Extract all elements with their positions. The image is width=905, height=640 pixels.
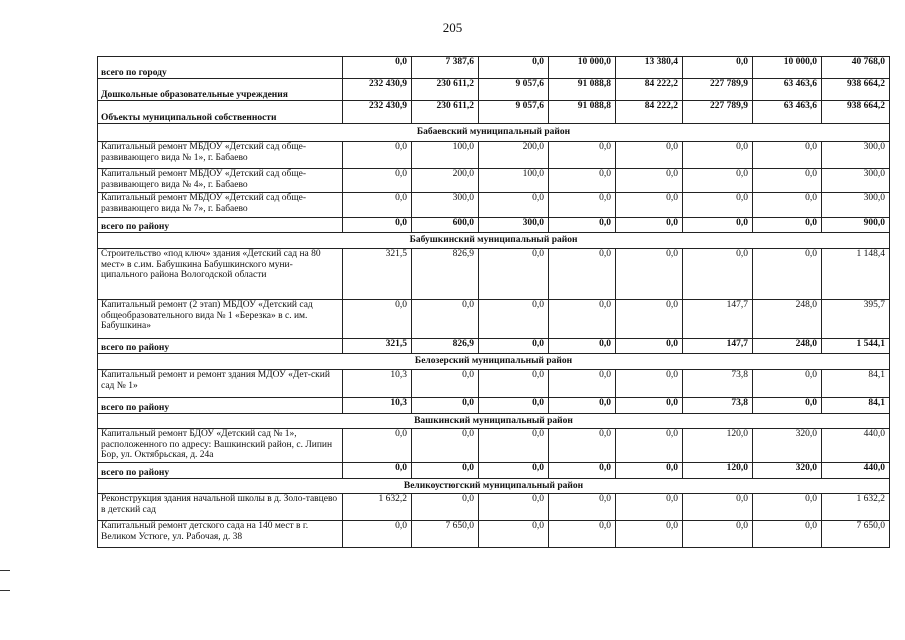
value-cell: 9 057,6: [479, 79, 549, 101]
row-label: Дошкольные образовательные учреждения: [98, 79, 343, 101]
row-label: Капитальный ремонт МБДОУ «Детский сад обще-развивающего вида № 4», г. Бабаево: [98, 169, 343, 193]
section-title: Вашкинский муниципальный район: [98, 414, 890, 429]
value-cell: 0,0: [616, 142, 683, 169]
value-cell: 0,0: [479, 398, 549, 414]
section-title: Великоустюгский муниципальный район: [98, 479, 890, 494]
value-cell: 100,0: [479, 169, 549, 193]
value-cell: 0,0: [412, 370, 479, 398]
value-cell: 0,0: [479, 300, 549, 339]
value-cell: 0,0: [683, 218, 753, 233]
value-cell: 300,0: [822, 193, 890, 218]
value-cell: 0,0: [343, 429, 412, 463]
page-number: 205: [442, 20, 463, 35]
value-cell: 0,0: [549, 339, 616, 354]
value-cell: 0,0: [683, 521, 753, 548]
value-cell: 0,0: [616, 218, 683, 233]
value-cell: 10,3: [343, 370, 412, 398]
row-label: всего по городу: [98, 57, 343, 79]
value-cell: 0,0: [549, 521, 616, 548]
value-cell: 0,0: [412, 463, 479, 479]
value-cell: 0,0: [549, 193, 616, 218]
value-cell: 440,0: [822, 463, 890, 479]
section-header-row: [98, 124, 890, 142]
value-cell: 0,0: [753, 142, 822, 169]
value-cell: 0,0: [753, 249, 822, 300]
value-cell: 0,0: [616, 193, 683, 218]
value-cell: 0,0: [479, 57, 549, 79]
value-cell: 0,0: [549, 300, 616, 339]
table-row: [98, 142, 890, 169]
section-header-row: [98, 479, 890, 494]
table-row: [98, 370, 890, 398]
total-row: [98, 79, 890, 101]
section-header-row: [98, 414, 890, 429]
value-cell: 0,0: [479, 370, 549, 398]
value-cell: 0,0: [753, 218, 822, 233]
total-row: [98, 101, 890, 124]
value-cell: 0,0: [753, 370, 822, 398]
value-cell: 0,0: [616, 429, 683, 463]
total-row: [98, 57, 890, 79]
value-cell: 938 664,2: [822, 79, 890, 101]
value-cell: 395,7: [822, 300, 890, 339]
value-cell: 248,0: [753, 339, 822, 354]
table-row: [98, 429, 890, 463]
value-cell: 320,0: [753, 463, 822, 479]
total-row: [98, 339, 890, 354]
total-row: [98, 463, 890, 479]
value-cell: 10 000,0: [753, 57, 822, 79]
value-cell: 320,0: [753, 429, 822, 463]
value-cell: 0,0: [616, 300, 683, 339]
value-cell: 73,8: [683, 398, 753, 414]
value-cell: 13 380,4: [616, 57, 683, 79]
value-cell: 0,0: [479, 193, 549, 218]
row-label: всего по району: [98, 463, 343, 479]
value-cell: 300,0: [822, 169, 890, 193]
value-cell: 0,0: [549, 494, 616, 521]
value-cell: 120,0: [683, 463, 753, 479]
table-row: [98, 300, 890, 339]
value-cell: 91 088,8: [549, 79, 616, 101]
value-cell: 9 057,6: [479, 101, 549, 124]
section-title: Бабаевский муниципальный район: [98, 124, 890, 142]
value-cell: 147,7: [683, 339, 753, 354]
value-cell: 0,0: [343, 463, 412, 479]
row-label: Капитальный ремонт и ремонт здания МДОУ «Дет-ский сад № 1»: [98, 370, 343, 398]
value-cell: 938 664,2: [822, 101, 890, 124]
value-cell: 7 650,0: [822, 521, 890, 548]
row-label: Капитальный ремонт МБДОУ «Детский сад обще-развивающего вида № 7», г. Бабаево: [98, 193, 343, 218]
value-cell: 300,0: [412, 193, 479, 218]
value-cell: 200,0: [412, 169, 479, 193]
value-cell: 0,0: [549, 429, 616, 463]
value-cell: 84,1: [822, 370, 890, 398]
financing-table: [97, 56, 890, 548]
value-cell: 0,0: [616, 339, 683, 354]
value-cell: 10,3: [343, 398, 412, 414]
row-label: Капитальный ремонт (2 этап) МБДОУ «Детский сад общеобразовательного вида № 1 «Березка» в с. им. Бабушкина»: [98, 300, 343, 339]
value-cell: 0,0: [412, 398, 479, 414]
value-cell: 0,0: [479, 339, 549, 354]
value-cell: 0,0: [683, 494, 753, 521]
value-cell: 1 632,2: [343, 494, 412, 521]
value-cell: 232 430,9: [343, 101, 412, 124]
value-cell: 0,0: [549, 249, 616, 300]
value-cell: 0,0: [343, 300, 412, 339]
value-cell: 0,0: [616, 521, 683, 548]
value-cell: 63 463,6: [753, 79, 822, 101]
table-row: [98, 169, 890, 193]
value-cell: 0,0: [549, 463, 616, 479]
row-label: всего по району: [98, 339, 343, 354]
value-cell: 1 148,4: [822, 249, 890, 300]
value-cell: 63 463,6: [753, 101, 822, 124]
value-cell: 300,0: [822, 142, 890, 169]
value-cell: 0,0: [479, 494, 549, 521]
value-cell: 91 088,8: [549, 101, 616, 124]
value-cell: 0,0: [549, 142, 616, 169]
section-header-row: [98, 354, 890, 370]
row-label: Капитальный ремонт МБДОУ «Детский сад обще-развивающего вида № 1», г. Бабаево: [98, 142, 343, 169]
value-cell: 0,0: [683, 142, 753, 169]
value-cell: 900,0: [822, 218, 890, 233]
value-cell: 0,0: [683, 249, 753, 300]
value-cell: 0,0: [616, 249, 683, 300]
value-cell: 0,0: [616, 398, 683, 414]
value-cell: 0,0: [343, 193, 412, 218]
table-row: [98, 249, 890, 300]
margin-mark: [0, 590, 10, 591]
value-cell: 0,0: [616, 463, 683, 479]
value-cell: 0,0: [343, 218, 412, 233]
value-cell: 120,0: [683, 429, 753, 463]
value-cell: 73,8: [683, 370, 753, 398]
row-label: Капитальный ремонт детского сада на 140 мест в г. Великом Устюге, ул. Рабочая, д. 38: [98, 521, 343, 548]
value-cell: 0,0: [616, 169, 683, 193]
section-title: Бабушкинский муниципальный район: [98, 233, 890, 249]
value-cell: 230 611,2: [412, 101, 479, 124]
value-cell: 227 789,9: [683, 79, 753, 101]
section-title: Белозерский муниципальный район: [98, 354, 890, 370]
table-row: [98, 521, 890, 548]
value-cell: 0,0: [549, 398, 616, 414]
value-cell: 0,0: [616, 370, 683, 398]
table-row: [98, 494, 890, 521]
total-row: [98, 398, 890, 414]
value-cell: 0,0: [343, 169, 412, 193]
value-cell: 0,0: [753, 193, 822, 218]
value-cell: 321,5: [343, 339, 412, 354]
total-row: [98, 218, 890, 233]
value-cell: 0,0: [343, 521, 412, 548]
value-cell: 0,0: [683, 193, 753, 218]
value-cell: 0,0: [412, 300, 479, 339]
value-cell: 0,0: [412, 494, 479, 521]
value-cell: 84 222,2: [616, 79, 683, 101]
value-cell: 1 544,1: [822, 339, 890, 354]
row-label: всего по району: [98, 218, 343, 233]
value-cell: 0,0: [479, 463, 549, 479]
value-cell: 0,0: [753, 494, 822, 521]
value-cell: 0,0: [479, 429, 549, 463]
value-cell: 0,0: [753, 398, 822, 414]
row-label: всего по району: [98, 398, 343, 414]
row-label: Объекты муниципальной собственности: [98, 101, 343, 124]
value-cell: 100,0: [412, 142, 479, 169]
value-cell: 0,0: [549, 218, 616, 233]
value-cell: 84,1: [822, 398, 890, 414]
value-cell: 0,0: [412, 429, 479, 463]
value-cell: 321,5: [343, 249, 412, 300]
value-cell: 7 650,0: [412, 521, 479, 548]
value-cell: 0,0: [479, 521, 549, 548]
value-cell: 0,0: [343, 142, 412, 169]
value-cell: 0,0: [343, 57, 412, 79]
row-label: Капитальный ремонт БДОУ «Детский сад № 1», расположенного по адресу: Вашкинский район, с. Липин Бор, ул. Октябрьская, д. 24а: [98, 429, 343, 463]
value-cell: 826,9: [412, 339, 479, 354]
value-cell: 232 430,9: [343, 79, 412, 101]
value-cell: 230 611,2: [412, 79, 479, 101]
value-cell: 0,0: [549, 370, 616, 398]
value-cell: 0,0: [683, 169, 753, 193]
section-header-row: [98, 233, 890, 249]
value-cell: 10 000,0: [549, 57, 616, 79]
table-row: [98, 193, 890, 218]
value-cell: 826,9: [412, 249, 479, 300]
margin-mark: [0, 570, 10, 571]
value-cell: 300,0: [479, 218, 549, 233]
value-cell: 440,0: [822, 429, 890, 463]
value-cell: 84 222,2: [616, 101, 683, 124]
value-cell: 0,0: [479, 249, 549, 300]
value-cell: 147,7: [683, 300, 753, 339]
value-cell: 7 387,6: [412, 57, 479, 79]
value-cell: 0,0: [753, 521, 822, 548]
value-cell: 200,0: [479, 142, 549, 169]
row-label: Реконструкция здания начальной школы в д. Золо-тавцево в детский сад: [98, 494, 343, 521]
value-cell: 40 768,0: [822, 57, 890, 79]
value-cell: 0,0: [549, 169, 616, 193]
row-label: Строительство «под ключ» здания «Детский сад на 80 мест» в с.им. Бабушкина Бабушкинского муни-ципального района Вологодской области: [98, 249, 343, 300]
value-cell: 1 632,2: [822, 494, 890, 521]
value-cell: 600,0: [412, 218, 479, 233]
value-cell: 248,0: [753, 300, 822, 339]
value-cell: 0,0: [616, 494, 683, 521]
value-cell: 227 789,9: [683, 101, 753, 124]
value-cell: 0,0: [683, 57, 753, 79]
value-cell: 0,0: [753, 169, 822, 193]
